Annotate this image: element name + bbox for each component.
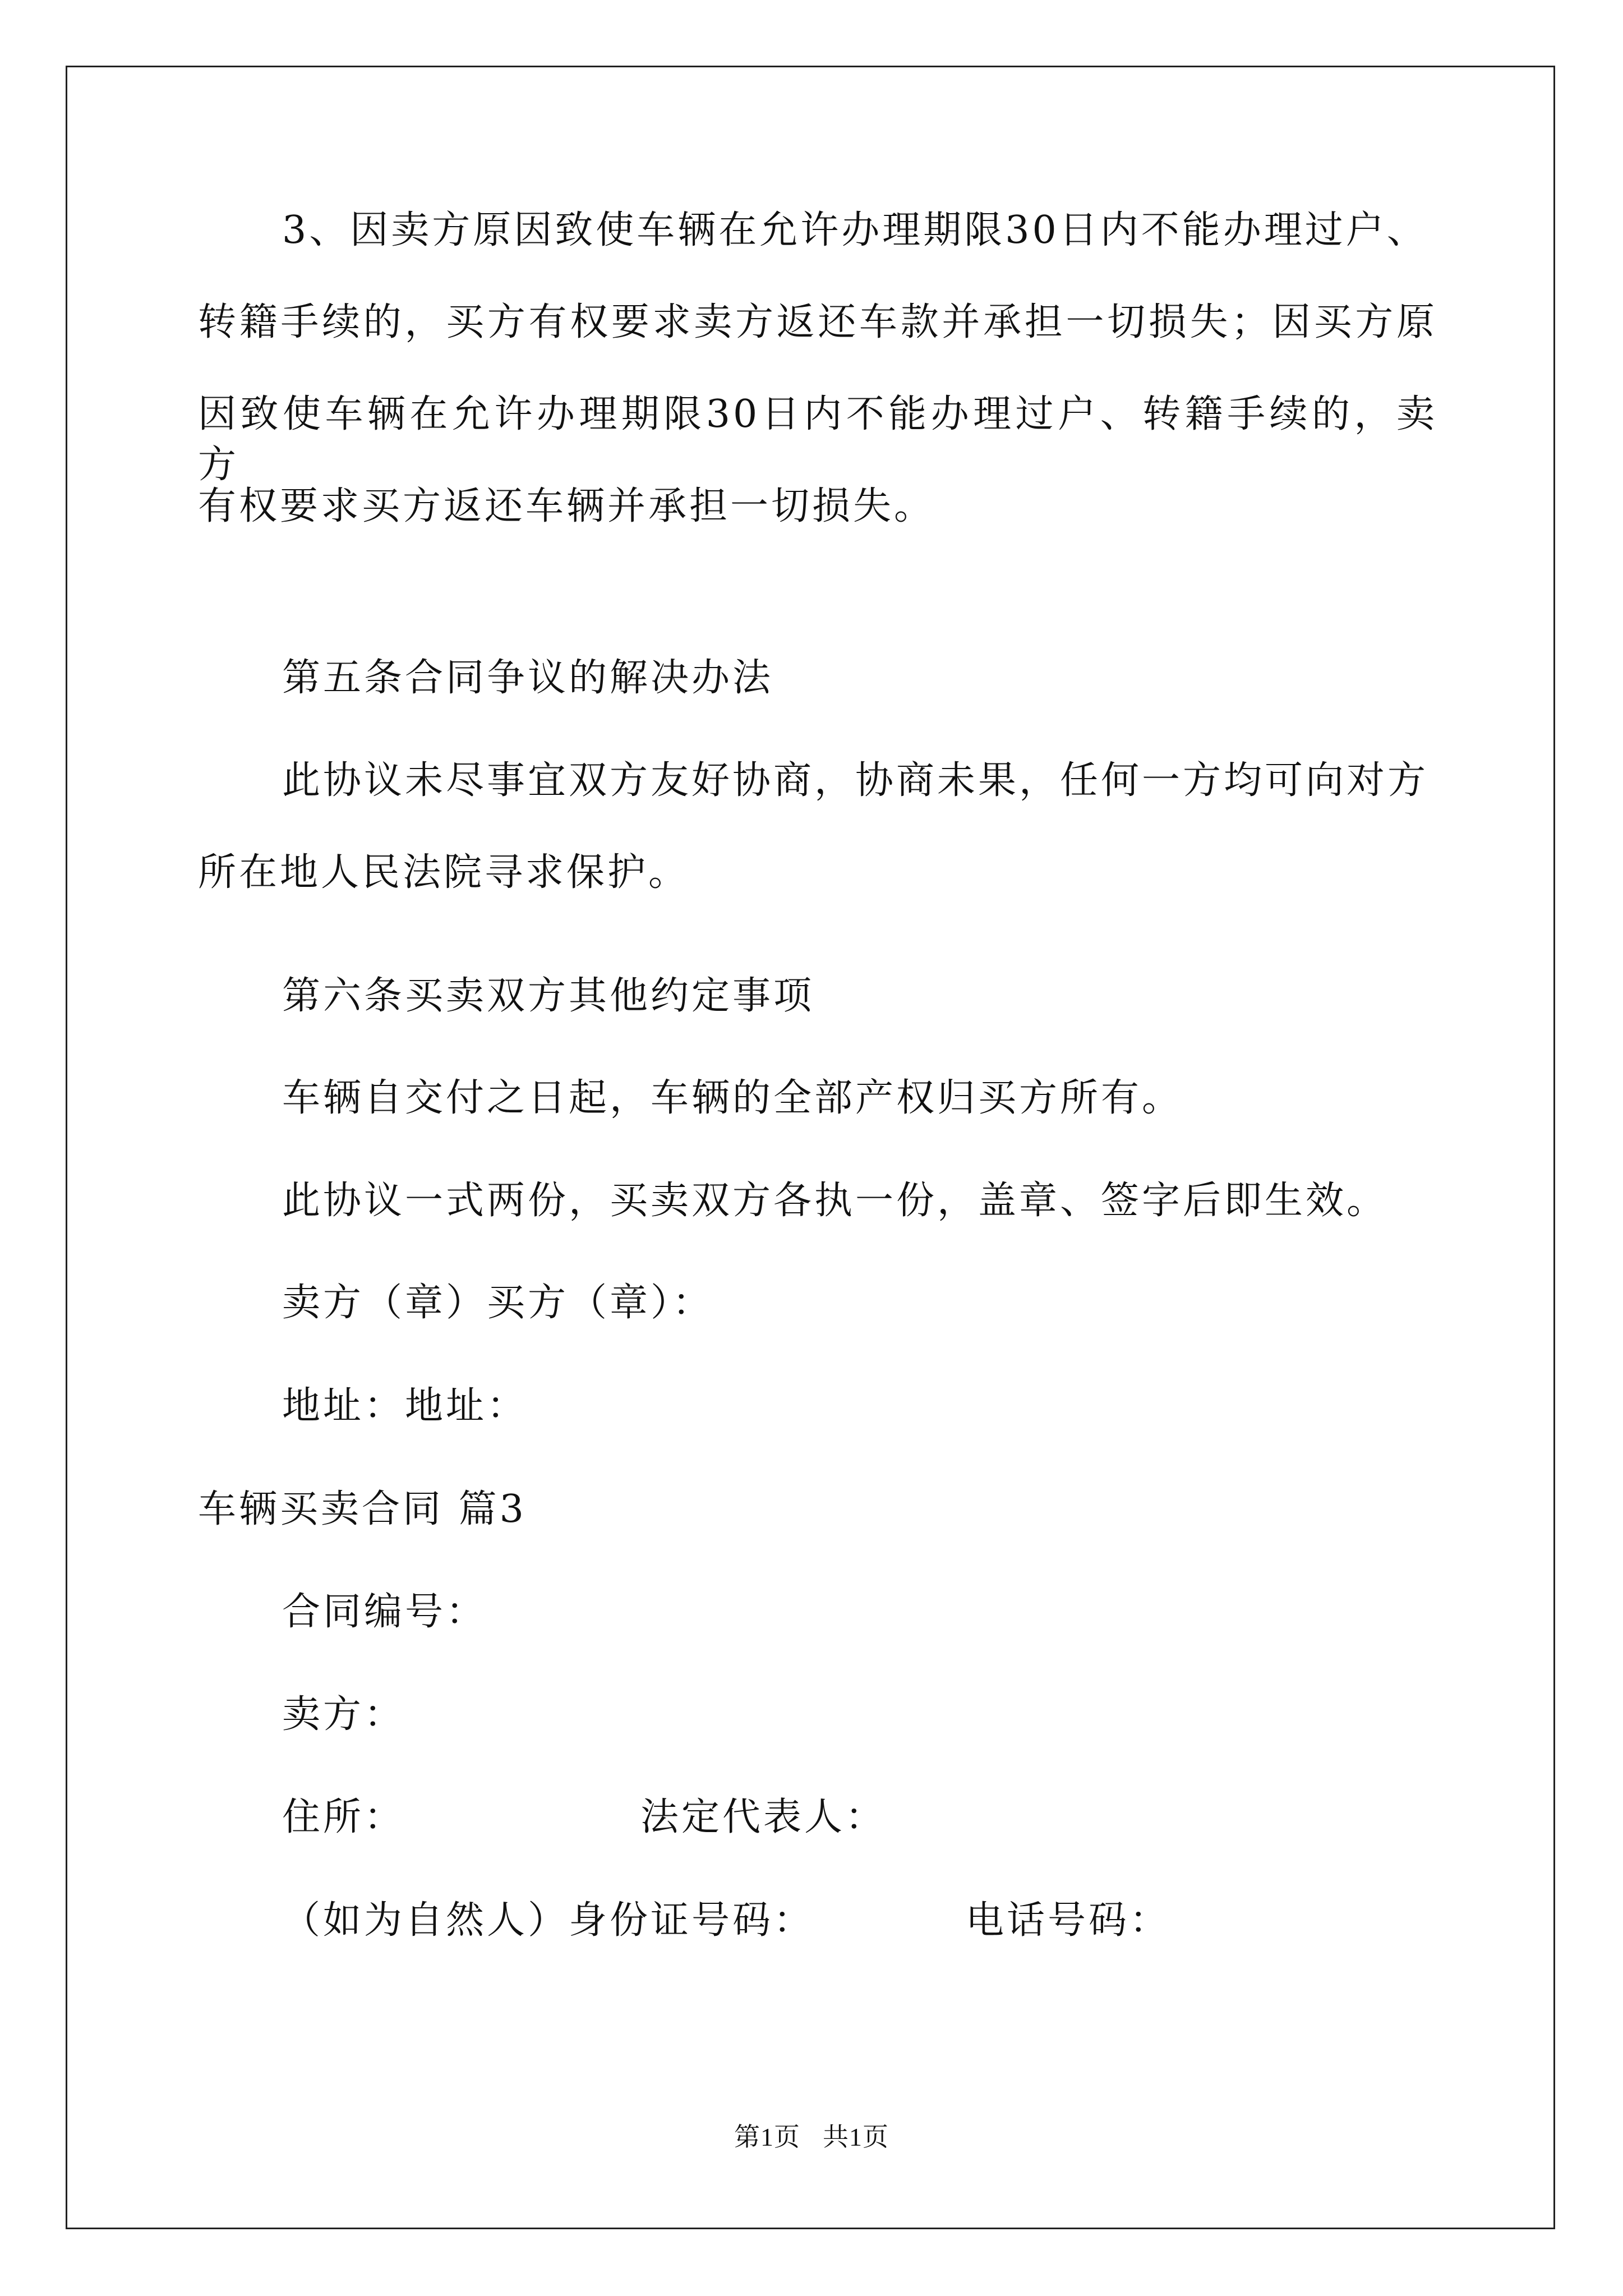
page-current: 第1页 bbox=[734, 2123, 800, 2151]
article-6-heading: 第六条买卖双方其他约定事项 bbox=[282, 974, 815, 1018]
signature-line: 卖方（章）买方（章）： bbox=[282, 1281, 714, 1325]
page-footer bbox=[0, 2120, 1623, 2154]
section-title: 车辆买卖合同 篇3 bbox=[198, 1487, 527, 1531]
clause-3-line-1: 3、因卖方原因致使车辆在允许办理期限30日内不能办理过户、 bbox=[282, 208, 1428, 252]
legal-rep-label: 法定代表人： bbox=[640, 1795, 887, 1839]
article-6-body-2: 此协议一式两份，买卖双方各执一份，盖章、签字后即生效。 bbox=[282, 1179, 1388, 1223]
phone-label: 电话号码： bbox=[966, 1898, 1171, 1943]
id-number-label: （如为自然人）身份证号码： bbox=[282, 1898, 815, 1943]
clause-3-line-4: 有权要求买方返还车辆并承担一切损失。 bbox=[198, 484, 935, 528]
article-5-heading: 第五条合同争议的解决办法 bbox=[282, 656, 774, 700]
id-phone-row bbox=[282, 1895, 1170, 1946]
clause-3-line-2: 转籍手续的，买方有权要求卖方返还车款并承担一切损失；因买方原 bbox=[198, 300, 1437, 344]
seller-label: 卖方： bbox=[282, 1692, 405, 1737]
contract-number-label: 合同编号： bbox=[282, 1590, 487, 1634]
address-line: 地址：地址： bbox=[282, 1384, 528, 1428]
clause-3-line-3: 因致使车辆在允许办理期限30日内不能办理过户、转籍手续的，卖方 bbox=[198, 392, 1437, 487]
residence-row bbox=[282, 1792, 886, 1843]
article-5-body-line-2: 所在地人民法院寻求保护。 bbox=[198, 850, 690, 895]
residence-label: 住所： bbox=[282, 1795, 405, 1839]
article-6-body-1: 车辆自交付之日起，车辆的全部产权归买方所有。 bbox=[282, 1076, 1183, 1120]
article-5-body-line-1: 此协议未尽事宜双方友好协商，协商未果，任何一方均可向对方 bbox=[282, 758, 1429, 803]
page-total: 共1页 bbox=[823, 2123, 889, 2151]
